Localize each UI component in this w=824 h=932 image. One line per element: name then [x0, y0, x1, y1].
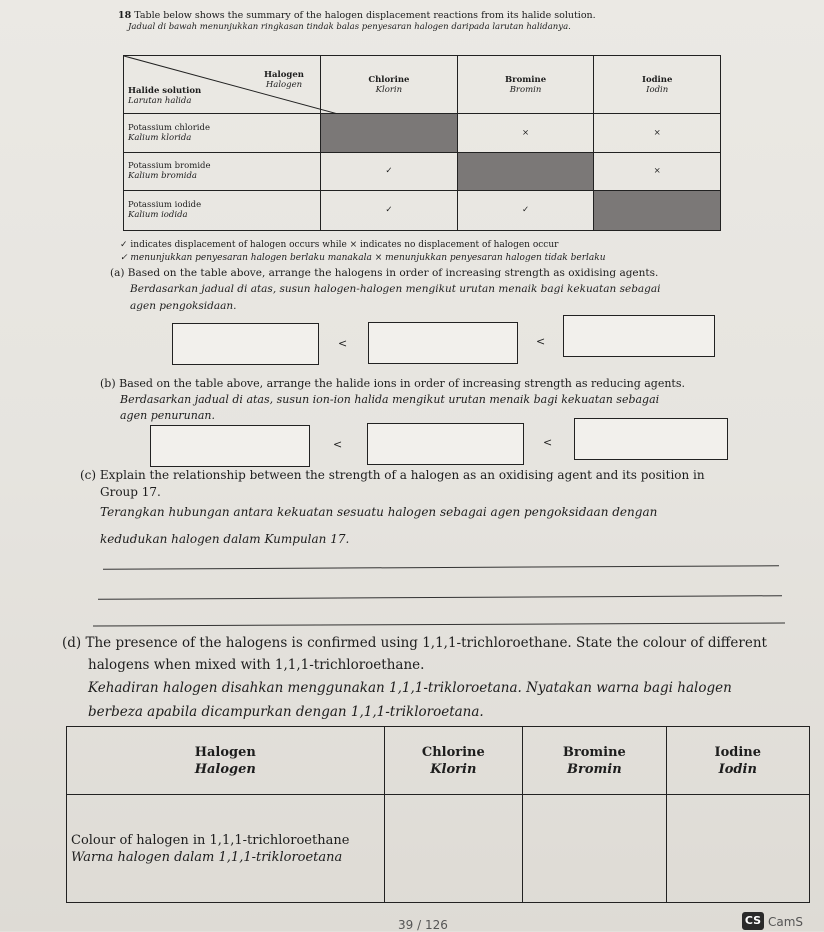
answer-box-b3[interactable] [574, 418, 728, 460]
header-iodine: Iodine Iodin [594, 56, 721, 114]
corner-halogen-label: Halogen Halogen [264, 70, 304, 90]
camscanner-label: CamS [768, 915, 804, 929]
row-label-potassium-bromide: Potassium bromide Kalium bromida [124, 152, 321, 190]
header-bromine: Bromine Bromin [457, 56, 594, 114]
part-a-ms-line1: Berdasarkan jadual di atas, susun halogen-halogen mengikut urutan menaik bagi kekuatan sebagai [130, 283, 661, 295]
answer-box-b1[interactable] [150, 425, 310, 467]
header-iodine: Iodine Iodin [666, 727, 809, 795]
part-d-ms-line1: Kehadiran halogen disahkan menggunakan 1,1,1-trikloroetana. Nyatakan warna bagi halogen [88, 680, 732, 696]
part-c-ms-line2: kedudukan halogen dalam Kumpulan 17. [100, 532, 350, 546]
part-a-ms-line2: agen pengoksidaan. [130, 300, 237, 312]
less-than-symbol: < [333, 438, 343, 451]
answer-box-a3[interactable] [563, 315, 715, 357]
part-c-en-line1: (c) Explain the relationship between the strength of a halogen as an oxidising agent and its position in [80, 468, 705, 482]
result-cell: × [457, 114, 594, 152]
part-d-en-line1: (d) The presence of the halogens is confirmed using 1,1,1-trichloroethane. State the colour of different [62, 635, 767, 651]
displacement-table [123, 55, 721, 231]
question-intro-ms: Jadual di bawah menunjukkan ringkasan tindak balas penyesaran halogen daripada larutan halidanya. [128, 22, 571, 32]
legend-en: ✓ indicates displacement of halogen occurs while × indicates no displacement of halogen occur [120, 240, 559, 250]
question-number: 18 Table below shows the summary of the halogen displacement reactions from its halide solution. [118, 10, 596, 21]
corner-halide-label: Halide solution Larutan halida [128, 86, 202, 106]
answer-cell-chlorine[interactable] [384, 795, 523, 903]
answer-box-a1[interactable] [172, 323, 319, 365]
part-b-en: (b) Based on the table above, arrange the halide ions in order of increasing strength as reducing agents. [100, 377, 685, 390]
result-cell: ✓ [321, 152, 458, 190]
shaded-cell [457, 152, 594, 190]
table-row [124, 114, 721, 152]
table-row [67, 795, 810, 903]
answer-line[interactable] [103, 565, 779, 570]
part-d-en-line2: halogens when mixed with 1,1,1-trichloroethane. [88, 657, 425, 673]
row-label-potassium-iodide: Potassium iodide Kalium iodida [124, 190, 321, 230]
table-corner-cell [124, 56, 321, 114]
result-cell: ✓ [457, 190, 594, 230]
row-label-colour: Colour of halogen in 1,1,1-trichloroethane Warna halogen dalam 1,1,1-trikloroetana [67, 795, 385, 903]
camscanner-logo: CS [742, 912, 764, 930]
shaded-cell [321, 114, 458, 152]
header-chlorine: Chlorine Klorin [384, 727, 523, 795]
result-cell: × [594, 152, 721, 190]
table-row [124, 152, 721, 190]
part-b-ms-line1: Berdasarkan jadual di atas, susun ion-ion halida mengikut urutan menaik bagi kekuatan sebagai [120, 393, 660, 406]
part-c-ms-line1: Terangkan hubungan antara kekuatan sesuatu halogen sebagai agen pengoksidaan dengan [100, 505, 658, 519]
answer-box-a2[interactable] [368, 322, 518, 364]
answer-cell-bromine[interactable] [523, 795, 667, 903]
part-b-ms-line2: agen penurunan. [120, 409, 215, 422]
answer-line[interactable] [93, 622, 785, 626]
less-than-symbol: < [536, 335, 546, 348]
part-a-en: (a) Based on the table above, arrange the halogens in order of increasing strength as oxidising agents. [110, 267, 659, 279]
table-row [124, 190, 721, 230]
less-than-symbol: < [543, 436, 553, 449]
result-cell: × [594, 114, 721, 152]
answer-line[interactable] [98, 595, 782, 600]
header-halogen: Halogen Halogen [67, 727, 385, 795]
legend-ms: ✓ menunjukkan penyesaran halogen berlaku manakala × menunjukkan penyesaran halogen tidak berlaku [120, 253, 606, 263]
result-cell: ✓ [321, 190, 458, 230]
header-bromine: Bromine Bromin [523, 727, 667, 795]
less-than-symbol: < [338, 337, 348, 350]
header-chlorine: Chlorine Klorin [321, 56, 458, 114]
part-d-ms-line2: berbeza apabila dicampurkan dengan 1,1,1-trikloroetana. [88, 704, 484, 720]
answer-box-b2[interactable] [367, 423, 524, 465]
shaded-cell [594, 190, 721, 230]
row-label-potassium-chloride: Potassium chloride Kalium klorida [124, 114, 321, 152]
page-number: 39 / 126 [398, 918, 448, 932]
answer-cell-iodine[interactable] [666, 795, 809, 903]
colour-table [66, 726, 810, 903]
part-c-en-line2: Group 17. [100, 485, 161, 499]
